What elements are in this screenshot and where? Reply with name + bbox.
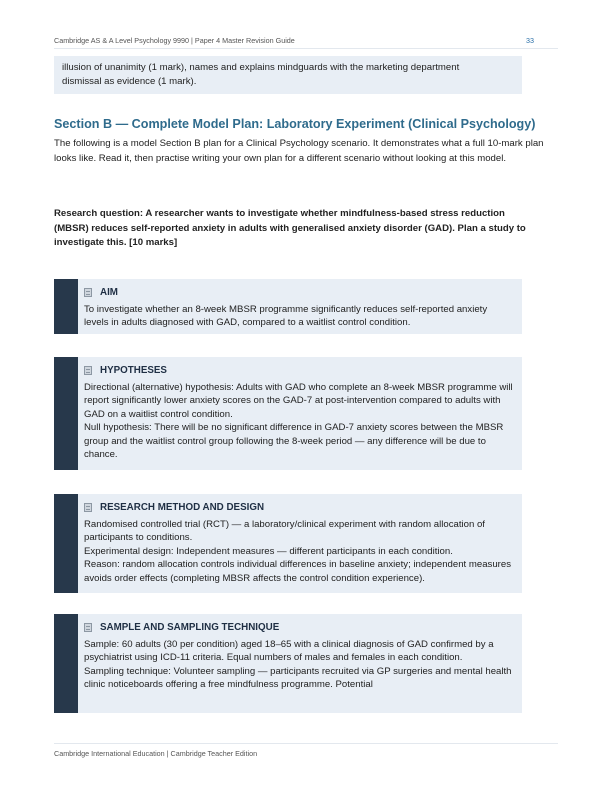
card-title: AIM	[100, 286, 118, 298]
continued-answer-box	[54, 56, 522, 94]
document-icon	[84, 623, 92, 632]
card-title: SAMPLE AND SAMPLING TECHNIQUE	[100, 621, 280, 633]
footer-text: Cambridge International Education | Cambridge Teacher Edition	[54, 749, 258, 758]
card-heading	[84, 285, 514, 299]
card-paragraph: Sample: 60 adults (30 per condition) aged 18–65 with a clinical diagnosis of GAD confirmed by a psychiatrist using ICD-11 criteria. Equal numbers of males and females in each condition.	[84, 639, 494, 664]
card-paragraph: To investigate whether an 8-week MBSR programme significantly reduces self-reported anxiety levels in adults diagnosed with GAD, compared to a waitlist control condition.	[84, 304, 488, 329]
card-accent-bar	[54, 279, 78, 334]
card-paragraph: Experimental design: Independent measures — different participants in each condition.	[84, 545, 453, 557]
page-number: 33	[526, 36, 534, 45]
page-header	[54, 34, 558, 49]
card-heading	[84, 500, 514, 514]
card-paragraph: Randomised controlled trial (RCT) — a laboratory/clinical experiment with random allocation of participants to conditions.	[84, 519, 485, 544]
section-title: Section B — Complete Model Plan: Laboratory Experiment (Clinical Psychology)	[54, 117, 536, 131]
card-accent-bar	[54, 357, 78, 470]
method-design-card	[54, 494, 522, 593]
section-intro: The following is a model Section B plan for a Clinical Psychology scenario. It demonstrates what a full 10-mark plan looks like. Read it, then practise writing your own plan for a different scenario without looking at this model.	[54, 138, 544, 164]
card-paragraph: Reason: random allocation controls individual differences in baseline anxiety; independent measures avoids order effects (completing MBSR affects the control condition experience).	[84, 559, 512, 584]
card-heading	[84, 620, 514, 634]
card-paragraph: Sampling technique: Volunteer sampling — participants recruited via GP surgeries and mental health clinic noticeboards offering a free mindfulness programme. Potential	[84, 665, 512, 691]
hypotheses-card	[54, 357, 522, 470]
research-question: Research question: A researcher wants to investigate whether mindfulness-based stress reduction (MBSR) reduces self-reported anxiety in adults with generalised anxiety disorder (GAD). Plan a study to investigate this. [10 marks]	[54, 208, 526, 248]
header-title: Cambridge AS & A Level Psychology 9990 | Paper 4 Master Revision Guide	[54, 36, 295, 45]
continued-line: dismissal as evidence (1 mark).	[62, 76, 197, 87]
aim-card	[54, 279, 522, 334]
card-paragraph: Directional (alternative) hypothesis: Adults with GAD who complete an 8-week MBSR programme will report significantly lower anxiety scores on the GAD-7 at post-intervention compared to adults with GAD on a waitlist control condition.	[84, 382, 513, 420]
card-paragraph: Null hypothesis: There will be no significant difference in GAD-7 anxiety scores between the MBSR group and the waitlist control group following the 8-week period — any difference will be due to chance.	[84, 422, 504, 461]
document-icon	[84, 288, 92, 297]
page-footer	[54, 743, 558, 758]
card-title: HYPOTHESES	[100, 364, 167, 376]
card-accent-bar	[54, 614, 78, 713]
continued-line: illusion of unanimity (1 mark), names and explains mindguards with the marketing department	[62, 62, 460, 73]
card-title: RESEARCH METHOD AND DESIGN	[100, 501, 265, 513]
document-icon	[84, 503, 92, 512]
card-accent-bar	[54, 494, 78, 593]
card-heading	[84, 363, 514, 377]
document-icon	[84, 366, 92, 375]
sample-card	[54, 614, 522, 713]
